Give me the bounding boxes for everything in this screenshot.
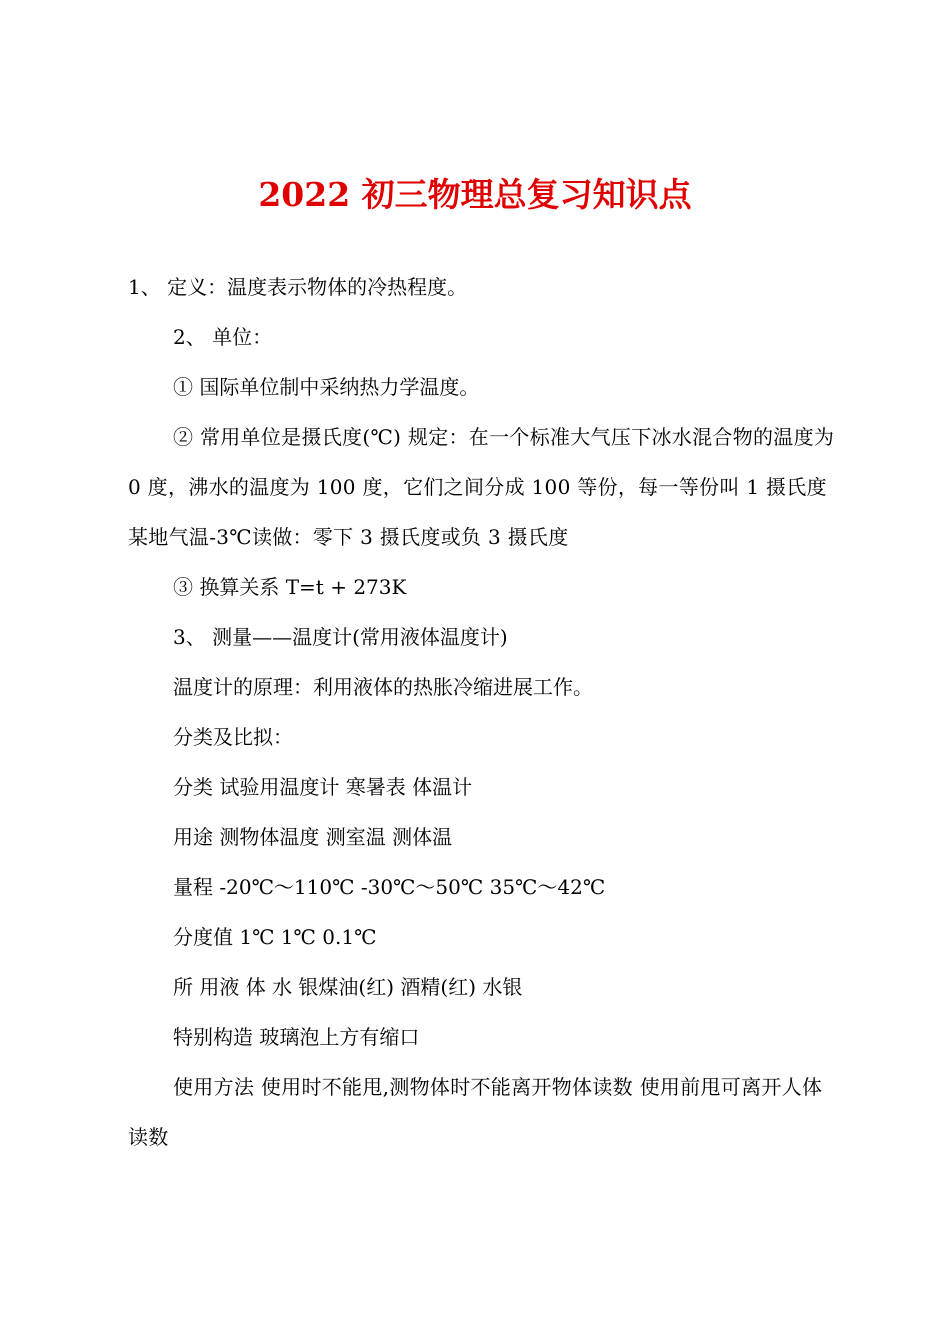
paragraph-row-usage: 用途 测物体温度 测室温 测体温 xyxy=(173,825,453,849)
paragraph-unit-celsius: ② 常用单位是摄氏度(℃) 规定：在一个标准大气压下冰水混合物的温度为 0 度，沸水的温度为 100 度，它们之间分成 100 等份，每一等份叫 1 摄氏度 某地气温-3℃读做：零下 3 摄氏度或负 3 摄氏度 xyxy=(128,425,835,549)
paragraph-row-structure: 特别构造 玻璃泡上方有缩口 xyxy=(173,1025,420,1049)
document-title: 2022 初三物理总复习知识点 xyxy=(258,175,692,214)
paragraph-conversion: ③ 换算关系 T=t + 273K xyxy=(173,575,407,599)
paragraph-unit-heading: 2、 单位： xyxy=(173,325,273,349)
paragraph-row-liquid: 所 用液 体 水 银煤油(红) 酒精(红) 水银 xyxy=(173,975,523,999)
paragraph-measure-heading: 3、 测量——温度计(常用液体温度计) xyxy=(173,625,508,649)
paragraph-classification-heading: 分类及比拟： xyxy=(173,725,293,749)
paragraph-thermometer-principle: 温度计的原理：利用液体的热胀冷缩进展工作。 xyxy=(173,675,593,699)
paragraph-row-type: 分类 试验用温度计 寒暑表 体温计 xyxy=(173,775,473,799)
paragraph-row-method: 使用方法 使用时不能甩,测物体时不能离开物体读数 使用前甩可离开人体读数 xyxy=(128,1075,823,1149)
paragraph-row-division: 分度值 1℃ 1℃ 0.1℃ xyxy=(173,925,377,949)
paragraph-definition: 1、 定义：温度表示物体的冷热程度。 xyxy=(128,275,468,299)
paragraph-row-range: 量程 -20℃～110℃ -30℃～50℃ 35℃～42℃ xyxy=(173,875,606,899)
document-body xyxy=(128,262,838,1162)
paragraph-unit-international: ① 国际单位制中采纳热力学温度。 xyxy=(173,375,480,399)
